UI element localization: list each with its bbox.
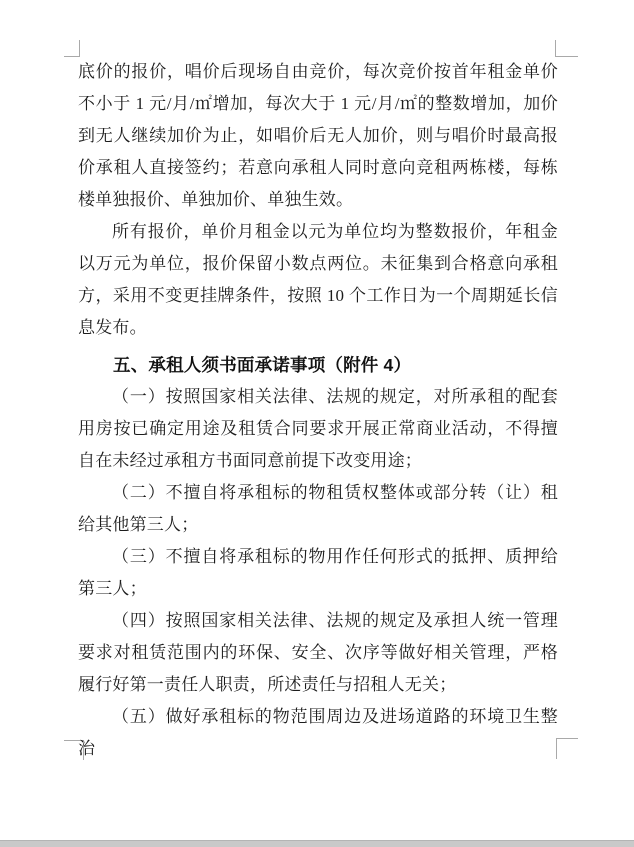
window-bottom-edge <box>0 840 634 847</box>
text-boundary-mark-top-right <box>555 40 578 57</box>
commitment-item-4: （四）按照国家相关法律、法规的规定及承担人统一管理要求对租赁范围内的环保、安全、次序等做好相关管理，严格履行好第一责任人职责，所述责任与招租人无关； <box>78 611 558 694</box>
section-heading: 五、承租人须书面承诺事项（附件 4） <box>113 355 412 375</box>
commitment-item-1: （一）按照国家相关法律、法规的规定，对所承租的配套用房按已确定用途及租赁合同要求开展正常商业活动，不得擅自在未经过承租方书面同意前提下改变用途； <box>78 387 558 470</box>
commitment-item-3: （三）不擅自将承租标的物用作任何形式的抵押、质押给第三人； <box>78 547 558 598</box>
body-paragraph: 所有报价，单价月租金以元为单位均为整数报价，年租金以万元为单位，报价保留小数点两位。未征集到合格意向承租方，采用不变更挂牌条件，按照 10 个工作日为一个周期延长信息发布。 <box>78 222 558 337</box>
commitment-item-5: （五）做好承租标的物范围周边及进场道路的环境卫生整治 <box>78 707 558 758</box>
text-boundary-mark-bottom-right <box>556 738 578 759</box>
commitment-item-2: （二）不擅自将承租标的物租赁权整体或部分转（让）租给其他第三人； <box>78 483 558 534</box>
body-paragraph-continuation: 底价的报价，唱价后现场自由竞价，每次竞价按首年租金单价不小于 1 元/月/㎡增加，每次大于 1 元/月/㎡的整数增加，加价到无人继续加价为止，如唱价后无人加价，则与唱价时最高报价承租人直接签约；若意向承租人同时意向竞租两栋楼，每栋楼单独报价、单独加价、单独生效。 <box>78 62 558 209</box>
text-boundary-mark-top-left <box>64 40 80 57</box>
document-text-area <box>78 56 558 765</box>
